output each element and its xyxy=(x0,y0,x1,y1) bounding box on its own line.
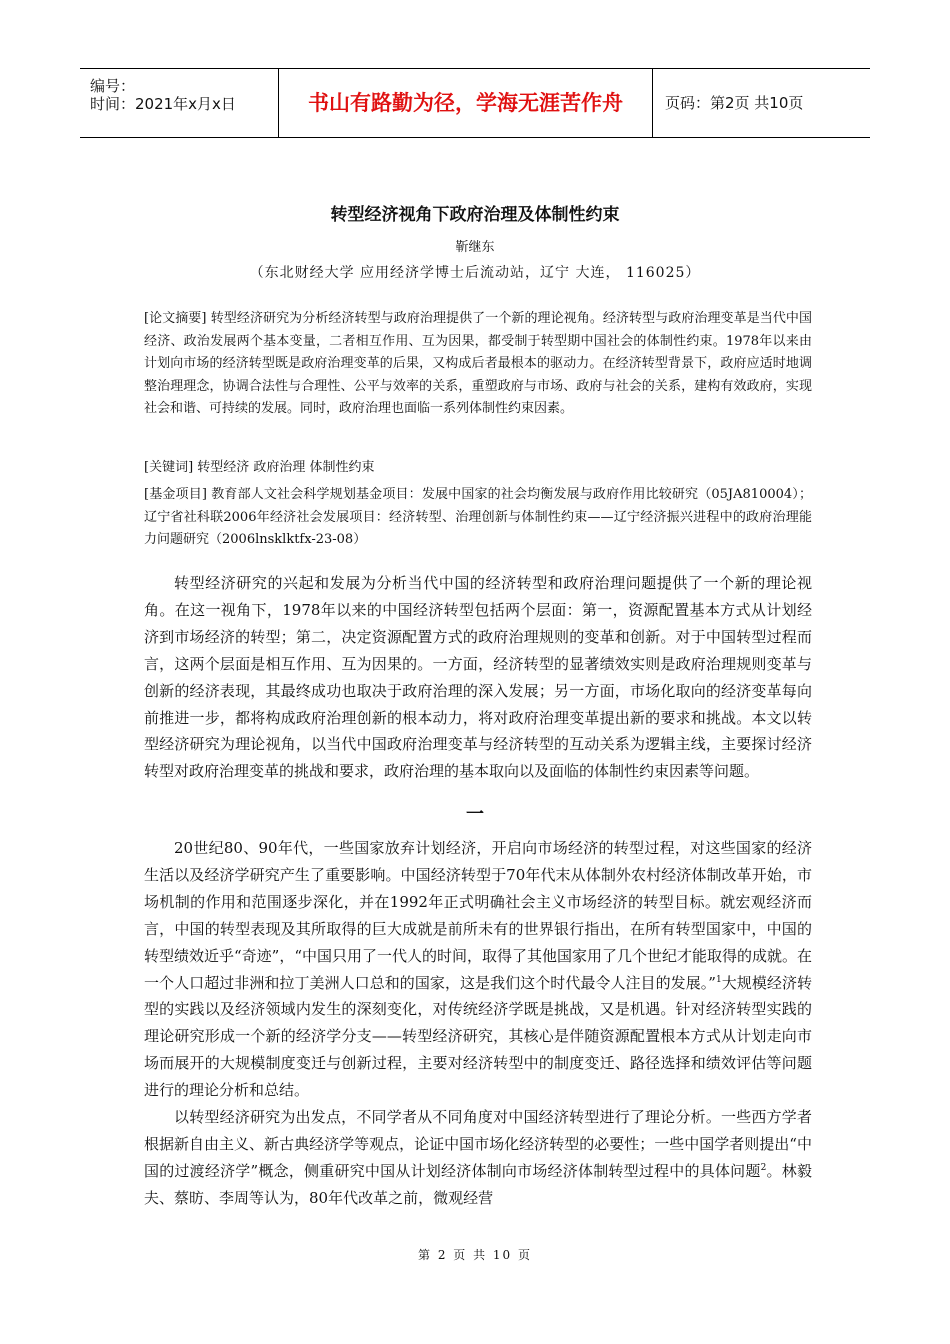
header-motto: 书山有路勤为径，学海无涯苦作舟 xyxy=(279,69,653,137)
document-date-label: 时间：2021年x月x日 xyxy=(90,95,236,113)
abstract-text: 转型经济研究为分析经济转型与政府治理提供了一个新的理论视角。经济转型与政府治理变革是当代中国经济、政治发展两个基本变量，二者相互作用、互为因果，都受制于转型期中国社会的体制性约束。1978年以来由计划向市场的经济转型既是政府治理变革的后果，又构成后者最根本的驱动力。在经济转型背景下，政府应适时地调整治理理念，协调合法性与合理性、公平与效率的关系，重塑政府与市场、政府与社会的关系，建构有效政府，实现社会和谐、可持续的发展。同时，政府治理也面临一系列体制性约束因素。 xyxy=(144,311,812,417)
abstract-block xyxy=(144,308,812,421)
body-paragraph xyxy=(144,835,812,1104)
fund-text: 教育部人文社会科学规划基金项目：发展中国家的社会均衡发展与政府作用比较研究（05JA810004）；辽宁省社科联2006年经济社会发展项目：经济转型、治理创新与体制性约束——辽宁经济振兴进程中的政府治理能力问题研究（2006lnsklktfx-23-08） xyxy=(144,487,812,548)
abstract-label: [论文摘要] xyxy=(144,311,207,326)
keywords-label: [关键词] xyxy=(144,460,194,475)
header-page-info: 页码：第2页 共10页 xyxy=(665,94,804,112)
header-meta-cell xyxy=(80,69,279,137)
keywords-block xyxy=(144,457,812,480)
intro-paragraph: 转型经济研究的兴起和发展为分析当代中国的经济转型和政府治理问题提供了一个新的理论视角。在这一视角下，1978年以来的中国经济转型包括两个层面：第一，资源配置基本方式从计划经济到市场经济的转型；第二，决定资源配置方式的政府治理规则的变革和创新。对于中国转型过程而言，这两个层面是相互作用、互为因果的。一方面，经济转型的显著绩效实则是政府治理规则变革与创新的经济表现，其最终成功也取决于政府治理的深入发展；另一方面，市场化取向的经济变革每向前推进一步，都将构成政府治理创新的根本动力，将对政府治理变革提出新的要求和挑战。本文以转型经济研究为理论视角，以当代中国政府治理变革与经济转型的互动关系为逻辑主线，主要探讨经济转型对政府治理变革的挑战和要求，政府治理的基本取向以及面临的体制性约束因素等问题。 xyxy=(144,574,812,781)
keywords-text: 转型经济 政府治理 体制性约束 xyxy=(197,460,375,475)
document-header xyxy=(80,68,870,138)
intro-section xyxy=(144,570,812,785)
fund-block xyxy=(144,484,812,552)
document-code-label: 编号： xyxy=(90,77,136,95)
page-footer: 第 2 页 共 10 页 xyxy=(418,1248,532,1262)
section-heading: 一 xyxy=(466,804,484,825)
paragraph-text: 20世纪80、90年代，一些国家放弃计划经济，开启向市场经济的转型过程，对这些国家的经济生活以及经济学研究产生了重要影响。中国经济转型于70年代末从体制外农村经济体制改革开始，市场机制的作用和范围逐步深化，并在1992年正式明确社会主义市场经济的转型目标。就宏观经济而言，中国的转型表现及其所取得的巨大成就是前所未有的世界银行指出，在所有转型国家中，中国的转型绩效近乎“奇迹”，“中国只用了一代人的时间，取得了其他国家用了几个世纪才能取得的成就。在一个人口超过非洲和拉丁美洲人口总和的国家，这是我们这个时代最令人注目的发展。” xyxy=(144,839,813,992)
article-affiliation: （东北财经大学 应用经济学博士后流动站，辽宁 大连， 116025） xyxy=(249,265,701,281)
fund-label: [基金项目] xyxy=(144,487,207,502)
paragraph-text: 大规模经济转型的实践以及经济领域内发生的深刻变化，对传统经济学既是挑战，又是机遇。针对经济转型实践的理论研究形成一个新的经济学分支——转型经济研究，其核心是伴随资源配置根本方式从计划走向市场而展开的大规模制度变迁与创新过程，主要对经济转型中的制度变迁、路径选择和绩效评估等问题进行的理论分析和总结。 xyxy=(144,973,812,1100)
footnote-ref[interactable]: 1 xyxy=(715,974,722,985)
article-title: 转型经济视角下政府治理及体制性约束 xyxy=(330,205,620,225)
article-author: 靳继东 xyxy=(455,240,495,255)
footnote-ref[interactable]: 2 xyxy=(760,1162,767,1173)
body-paragraph xyxy=(144,1104,812,1212)
paragraph-text: 。林毅夫、蔡昉、李周等认为，80年代改革之前，微观经营 xyxy=(144,1161,812,1207)
section-one-body xyxy=(144,835,812,1212)
paragraph-text: 以转型经济研究为出发点，不同学者从不同角度对中国经济转型进行了理论分析。一些西方学者根据新自由主义、新古典经济学等观点，论证中国市场化经济转型的必要性；一些中国学者则提出“中国的过渡经济学”概念，侧重研究中国从计划经济体制向市场经济体制转型过程中的具体问题 xyxy=(144,1108,812,1180)
